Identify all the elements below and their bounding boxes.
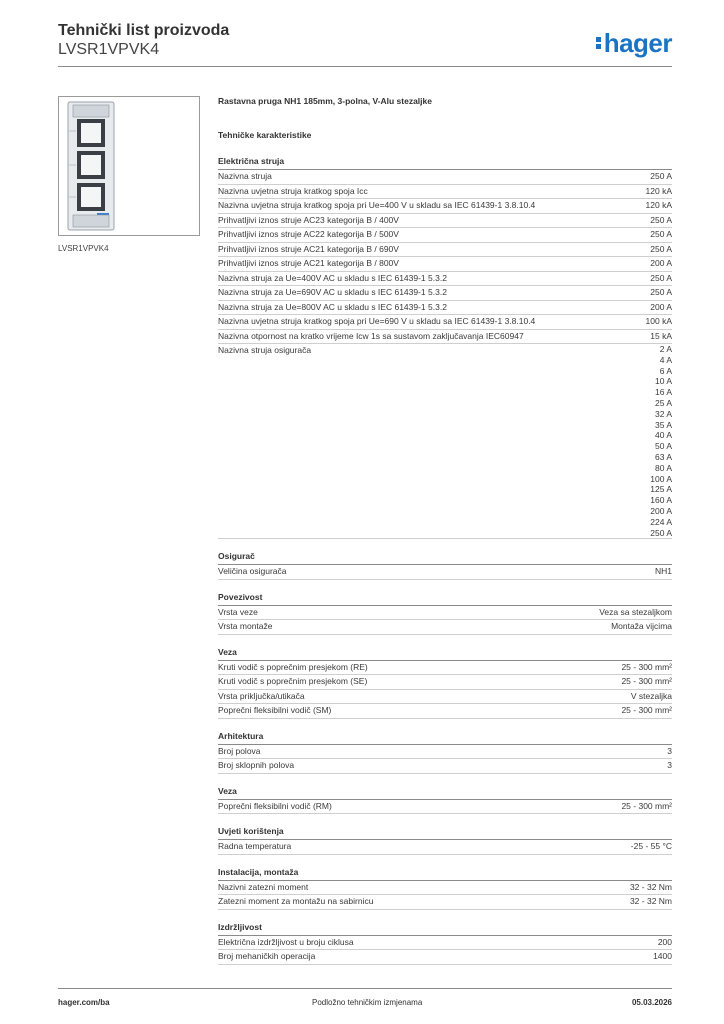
spec-value: Veza sa stezaljkom: [599, 606, 672, 617]
spec-row: [218, 936, 672, 951]
fuse-rating-value: 40 A: [654, 430, 672, 441]
fuse-rating-value: 50 A: [654, 441, 672, 452]
spec-label: Prihvatljivi iznos struje AC22 kategorija B / 500V: [218, 229, 399, 239]
spec-label: Nazivna otpornost na kratko vrijeme Icw 1s sa sustavom zaključavanja IEC60947: [218, 330, 524, 341]
footer-website-link[interactable]: hager.com/ba: [58, 998, 110, 1007]
spec-row: [218, 185, 672, 200]
spec-value: 32 - 32 Nm: [629, 896, 672, 907]
fuse-rating-value: 25 A: [654, 397, 672, 408]
product-description: Rastavna pruga NH1 185mm, 3-polna, V-Alu stezaljke: [218, 96, 432, 106]
spec-value: 250 A: [650, 272, 672, 283]
spec-value: 25 - 300 mm²: [621, 676, 672, 687]
spec-row: [218, 950, 672, 965]
fuse-rating-value: 2 A: [659, 344, 672, 354]
fuse-rating-value: 160 A: [650, 495, 672, 506]
spec-label: Nazivna struja osigurača: [218, 345, 312, 355]
fuse-rating-value: 4 A: [659, 354, 672, 365]
spec-label: Broj polova: [218, 745, 261, 756]
section-title: Veza: [218, 786, 672, 800]
spec-label: Veličina osigurača: [218, 566, 287, 577]
spec-value: 250 A: [650, 214, 672, 225]
footer-divider: [58, 988, 672, 989]
spec-row: [218, 620, 672, 635]
product-image-caption: LVSR1VPVK4: [58, 244, 109, 253]
spec-value: NH1: [654, 566, 672, 577]
product-code: LVSR1VPVK4: [58, 41, 160, 58]
spec-row: [218, 315, 672, 330]
spec-row: [218, 199, 672, 214]
spec-row: [218, 704, 672, 719]
footer-note: Podložno tehničkim izmjenama: [312, 998, 423, 1007]
header-divider: [58, 66, 672, 67]
spec-row: [218, 745, 672, 760]
fuse-rating-value: 125 A: [650, 484, 672, 495]
spec-label: Vrsta priključka/utikača: [218, 690, 305, 701]
fuse-rating-value: 16 A: [654, 387, 672, 398]
spec-row: [218, 565, 672, 580]
spec-row: [218, 301, 672, 316]
spec-value: 200 A: [650, 258, 672, 268]
spec-value: 3: [667, 745, 672, 756]
section-title: Uvjeti korištenja: [218, 826, 672, 840]
section-title: Osigurač: [218, 551, 672, 565]
spec-label: Nazivna struja za Ue=800V AC u skladu s IEC 61439-1 5.3.2: [218, 301, 447, 312]
spec-label: Radna temperatura: [218, 841, 292, 852]
section-osigurac: [218, 551, 672, 580]
spec-value: 200 A: [650, 301, 672, 312]
spec-label: Vrsta montaže: [218, 621, 273, 632]
section-title: Izdržljivost: [218, 922, 672, 936]
spec-row: [218, 214, 672, 229]
fuse-rating-value: 100 A: [650, 473, 672, 484]
spec-label: Prihvatljivi iznos struje AC21 kategorija B / 690V: [218, 243, 399, 254]
spec-label: Nazivna uvjetna struja kratkog spoja Icc: [218, 185, 368, 196]
spec-value: 120 kA: [645, 200, 672, 210]
spec-row: [218, 606, 672, 621]
spec-value: 250 A: [650, 171, 672, 181]
spec-label: Kruti vodič s poprečnim presjekom (SE): [218, 676, 368, 687]
spec-row: [218, 228, 672, 243]
spec-label: Kruti vodič s poprečnim presjekom (RE): [218, 661, 368, 672]
spec-row: [218, 675, 672, 690]
spec-value: 32 - 32 Nm: [629, 881, 672, 892]
spec-row-fuse-ratings: [218, 344, 672, 539]
spec-value: 15 kA: [650, 330, 672, 341]
section-uvjeti-koristenja: [218, 826, 672, 855]
spec-row: [218, 881, 672, 896]
spec-value: 120 kA: [645, 185, 672, 196]
product-image-frame: [58, 96, 200, 236]
spec-value: 250 A: [650, 243, 672, 254]
section-elektricna-struja: [218, 156, 672, 539]
spec-row: [218, 330, 672, 345]
fuse-ratings-list: [650, 344, 672, 538]
spec-label: Električna izdržljivost u broju ciklusa: [218, 936, 354, 947]
spec-row: [218, 272, 672, 287]
fuse-rating-value: 250 A: [650, 527, 672, 538]
spec-value: 25 - 300 mm²: [621, 661, 672, 672]
fuse-rating-value: 63 A: [654, 451, 672, 462]
spec-value: Montaža vijcima: [611, 621, 672, 632]
spec-label: Prihvatljivi iznos struje AC23 kategorija B / 400V: [218, 214, 399, 225]
spec-value: 3: [667, 760, 672, 771]
spec-row: [218, 690, 672, 705]
spec-value: -25 - 55 °C: [630, 841, 672, 852]
fuse-rating-value: 10 A: [654, 376, 672, 387]
page-header: [58, 22, 229, 59]
section-title: Veza: [218, 647, 672, 661]
section-title: Povezivost: [218, 592, 672, 606]
spec-label: Broj mehaničkih operacija: [218, 951, 316, 962]
spec-value: 200: [657, 936, 672, 947]
spec-value: 250 A: [650, 287, 672, 297]
fuse-rating-value: 224 A: [650, 516, 672, 527]
spec-value: 25 - 300 mm²: [621, 705, 672, 716]
fuse-rating-value: 35 A: [654, 419, 672, 430]
spec-label: Prihvatljivi iznos struje AC21 kategorija B / 800V: [218, 258, 399, 268]
section-izdrzljivost: [218, 922, 672, 965]
spec-label: Poprečni fleksibilni vodič (RM): [218, 800, 332, 811]
tech-characteristics-title: Tehničke karakteristike: [218, 130, 312, 140]
spec-label: Nazivna struja: [218, 171, 272, 181]
fuse-rail-product-image: [67, 101, 115, 231]
spec-label: Nazivni zatezni moment: [218, 881, 309, 892]
fuse-rating-value: 6 A: [659, 365, 672, 376]
section-arhitektura: [218, 731, 672, 774]
spec-label: Zatezni moment za montažu na sabirnicu: [218, 896, 374, 907]
logo-text: hager: [603, 28, 672, 58]
spec-label: Nazivna uvjetna struja kratkog spoja pri Ue=690 V u skladu sa IEC 61439-1 3.8.10.4: [218, 316, 536, 326]
section-veza: [218, 647, 672, 719]
fuse-rating-value: 200 A: [650, 505, 672, 516]
spec-row: [218, 895, 672, 910]
spec-value: V stezaljka: [630, 690, 672, 701]
footer-date: 05.03.2026: [631, 998, 672, 1007]
spec-label: Broj sklopnih polova: [218, 760, 295, 771]
spec-label: Nazivna struja za Ue=400V AC u skladu s IEC 61439-1 5.3.2: [218, 272, 447, 283]
spec-value: 25 - 300 mm²: [621, 800, 672, 811]
fuse-rating-value: 32 A: [654, 408, 672, 419]
spec-row: [218, 286, 672, 301]
section-title: Arhitektura: [218, 731, 672, 745]
section-title: Instalacija, montaža: [218, 867, 672, 881]
spec-row: [218, 661, 672, 676]
spec-label: Vrsta veze: [218, 606, 258, 617]
section-veza-2: [218, 786, 672, 815]
spec-label: Poprečni fleksibilni vodič (SM): [218, 705, 332, 716]
fuse-rating-value: 80 A: [654, 462, 672, 473]
logo-dots-icon: [596, 35, 602, 51]
section-title: Električna struja: [218, 156, 672, 170]
spec-value: 100 kA: [645, 316, 672, 326]
spec-row: [218, 243, 672, 258]
hager-logo: [596, 28, 672, 59]
spec-label: Nazivna struja za Ue=690V AC u skladu s IEC 61439-1 5.3.2: [218, 287, 447, 297]
spec-value: 250 A: [650, 229, 672, 239]
spec-content: [218, 96, 672, 977]
section-instalacija-montaza: [218, 867, 672, 910]
spec-row: [218, 840, 672, 855]
section-povezivost: [218, 592, 672, 635]
page-title: Tehnički list proizvoda: [58, 22, 230, 39]
spec-row: [218, 800, 672, 815]
spec-row: [218, 759, 672, 774]
spec-row: [218, 257, 672, 272]
spec-label: Nazivna uvjetna struja kratkog spoja pri Ue=400 V u skladu sa IEC 61439-1 3.8.10.4: [218, 200, 536, 210]
spec-value: 1400: [653, 951, 672, 962]
spec-rows: [218, 170, 672, 539]
spec-row: [218, 170, 672, 185]
